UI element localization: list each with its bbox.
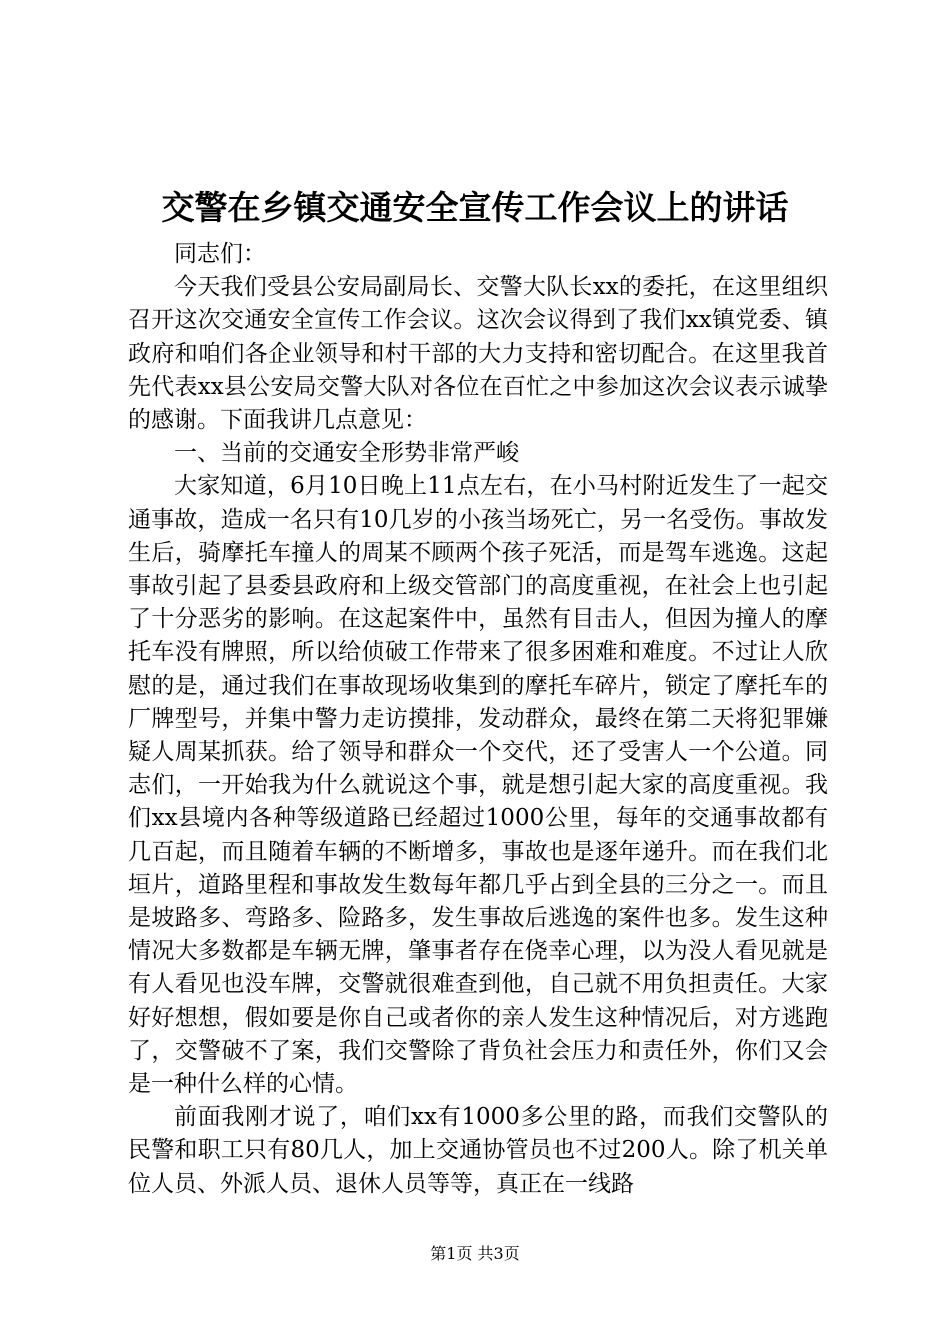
paragraph-accident: 大家知道，6月10日晚上11点左右，在小马村附近发生了一起交通事故，造成一名只有10几岁的小孩当场死亡，另一名受伤。事故发生后，骑摩托车撞人的周某不顾两个孩子死活，而是驾车逃逸。这起事故引起了县委县政府和上级交管部门的高度重视，在社会上也引起了十分恶劣的影响。在这起案件中，虽然有目击人，但因为撞人的摩托车没有牌照，所以给侦破工作带来了很多困难和难度。不过让人欣慰的是，通过我们在事故现场收集到的摩托车碎片，锁定了摩托车的厂牌型号，并集中警力走访摸排，发动群众，最终在第二天将犯罪嫌疑人周某抓获。给了领导和群众一个交代，还了受害人一个公道。同志们，一开始我为什么就说这个事，就是想引起大家的高度重视。我们xx县境内各种等级道路已经超过1000公里，每年的交通事故都有几百起，而且随着车辆的不断增多，事故也是逐年递升。而在我们北垣片，道路里程和事故发生数每年都几乎占到全县的三分之一。而且是坡路多、弯路多、险路多，发生事故后逃逸的案件也多。发生这种情况大多数都是车辆无牌，肇事者存在侥幸心理，以为没人看见就是有人看见也没车牌，交警就很难查到他，自己就不用负担责任。大家好好想想，假如要是你自己或者你的亲人发生这种情况后，对方逃跑了，交警破不了案，我们交警除了背负社会压力和责任外，你们又会是一种什么样的心情。 xyxy=(128,473,828,1098)
paragraph-intro: 今天我们受县公安局副局长、交警大队长xx的委托，在这里组织召开这次交通安全宣传工作会议。这次会议得到了我们xx镇党委、镇政府和咱们各企业领导和村干部的大力支持和密切配合。在这里我首先代表xx县公安局交警大队对各位在百忙之中参加这次会议表示诚挚的感谢。下面我讲几点意见： xyxy=(128,274,828,434)
document-body xyxy=(128,238,828,1201)
section-heading-1: 一、当前的交通安全形势非常严峻 xyxy=(174,440,519,467)
page-footer: 第1页 共3页 xyxy=(430,1244,520,1263)
document-title: 交警在乡镇交通安全宣传工作会议上的讲话 xyxy=(161,188,789,227)
salutation: 同志们： xyxy=(174,241,266,267)
paragraph-police-staff: 前面我刚才说了，咱们xx有1000多公里的路，而我们交警队的民警和职工只有80几人，加上交通协管员也不过200人。除了机关单位人员、外派人员、退休人员等等，真正在一线路 xyxy=(128,1104,828,1197)
